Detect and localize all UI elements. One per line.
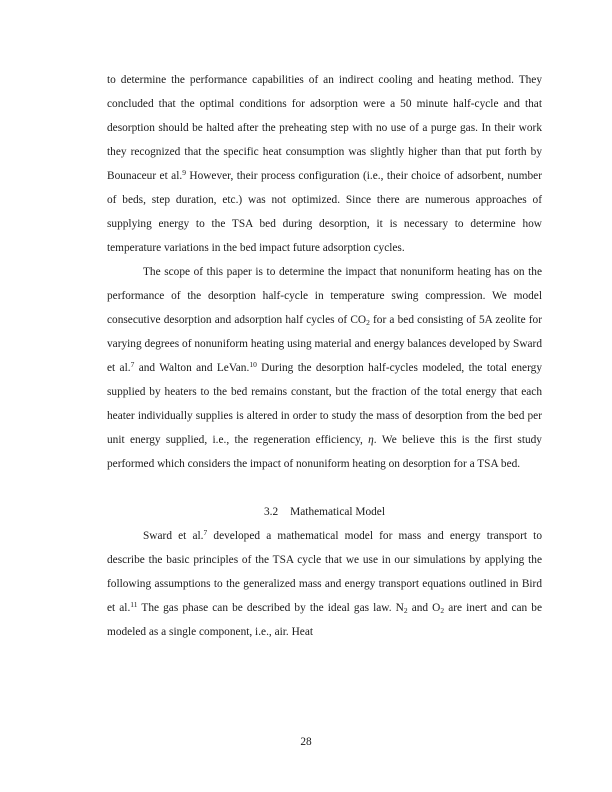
o2-subscript: 2 <box>440 606 445 615</box>
paragraph-3 <box>107 524 542 644</box>
paragraph-1-text-b: However, their process configuration (i.e., their choice of adsorbent, number of beds, step duration, etc.) was not optimized. Since there are numerous approaches of supplying energy to the TSA bed during desorption, it is necessary to determine how temperature variations in the bed impact future adsorption cycles. <box>107 170 542 254</box>
paragraph-3-text-e: are inert and can be modeled as a single component, i.e., air. Heat <box>107 602 542 638</box>
paragraph-2-text-b: for a bed consisting of 5A zeolite for varying degrees of nonuniform heating using material and energy balances developed by Sward et al. <box>107 314 542 374</box>
n2-subscript: 2 <box>403 606 408 615</box>
citation-7-second: 7 <box>203 528 208 537</box>
paragraph-1-text-a: to determine the performance capabilities of an indirect cooling and heating method. They concluded that the optimal conditions for adsorption were a 50 minute half-cycle and that desorption should be halted after the preheating step with no use of a purge gas. In their work they recognized that the specific heat consumption was slightly higher than that put forth by Bounaceur et al. <box>107 74 542 182</box>
page-number: 28 <box>300 736 312 748</box>
co2-subscript: 2 <box>366 318 370 327</box>
citation-11: 11 <box>130 600 138 609</box>
paragraph-2 <box>107 260 542 476</box>
eta-symbol: η <box>368 434 374 446</box>
paragraph-3-text-b: developed a mathematical model for mass and energy transport to describe the basic principles of the TSA cycle that we use in our simulations by applying the following assumptions to the generalized mass and energy transport equations outlined in Bird et al. <box>107 530 543 614</box>
paragraph-2-text-d: During the desorption half-cycles modeled, the total energy supplied by heaters to the bed remains constant, but the fraction of the total energy that each heater individually supplies is altered in order to study the mass of desorption from the bed per unit energy supplied, i.e., the regeneration efficiency, <box>107 362 543 446</box>
paragraph-3-text-c: The gas phase can be described by the ideal gas law. N <box>137 602 404 614</box>
paragraph-2-text-e: . We believe this is the first study performed which considers the impact of nonuniform heating on desorption for a TSA bed. <box>107 434 542 470</box>
section-number: 3.2 <box>263 506 279 518</box>
page-body <box>107 68 542 644</box>
paragraph-2-text-a: The scope of this paper is to determine the impact that nonuniform heating has on the performance of the desorption half-cycle in temperature swing compression. We model consecutive desorption and adsorption half cycles of CO <box>107 266 542 326</box>
citation-9: 9 <box>182 168 186 177</box>
paragraph-3-text-d: and O <box>407 602 441 614</box>
section-title: Mathematical Model <box>290 506 385 518</box>
paragraph-3-text-a: Sward et al. <box>143 530 204 542</box>
section-heading <box>107 500 542 524</box>
paragraph-1 <box>107 68 542 260</box>
citation-10: 10 <box>249 360 257 369</box>
paragraph-2-text-c: and Walton and LeVan. <box>134 362 250 374</box>
citation-7: 7 <box>130 360 135 369</box>
